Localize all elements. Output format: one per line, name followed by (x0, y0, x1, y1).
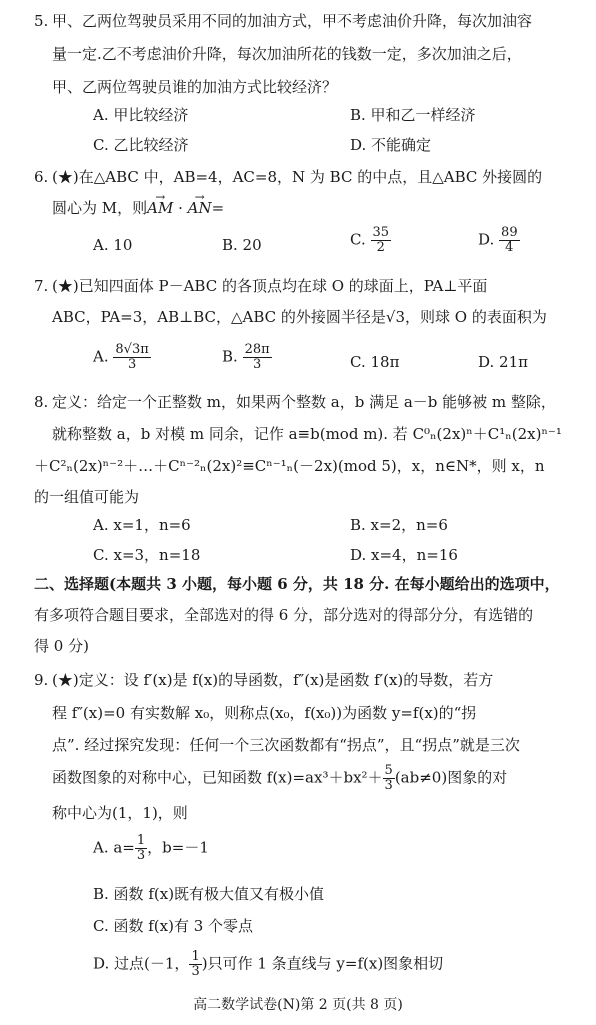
fraction-denominator: 3 (136, 848, 146, 863)
fraction-denominator: 3 (127, 357, 137, 372)
fraction-numerator: 35 (372, 225, 390, 240)
q6-line2-text: 圆心为 M，则 (52, 199, 148, 217)
q8-line1: 定义：给定一个正整数 m，如果两个整数 a，b 满足 a－b 能够被 m 整除， (52, 393, 556, 411)
fraction-numerator: 89 (501, 225, 518, 240)
fraction-numerator: 28π (244, 342, 270, 357)
fraction-numerator: 5 (384, 763, 393, 778)
q5-option-c: C. 乙比较经济 (93, 136, 189, 154)
q9-option-b: B. 函数 f(x)既有极大值又有极小值 (93, 885, 325, 903)
q7-option-b (222, 343, 272, 372)
q6-number: 6. (34, 168, 49, 186)
q5-number: 5. (34, 12, 49, 30)
q6-option-c-fraction (371, 226, 392, 255)
section-2-instructions-line3: 得 0 分) (34, 637, 89, 655)
fraction-denominator: 2 (376, 240, 385, 255)
q6-option-c (350, 226, 391, 255)
section-2-heading: 二、选择题(本题共 3 小题，每小题 6 分，共 18 分. 在每小题给出的选项中， (34, 575, 560, 593)
q7-option-b-label: B. (222, 347, 238, 366)
q6-option-c-label: C. (350, 230, 366, 249)
q6-option-b: B. 20 (222, 236, 262, 254)
q9-line4-text: 函数图象的对称中心，已知函数 f(x)=ax³＋bx²＋ (52, 768, 383, 787)
fraction-numerator: 1 (136, 833, 146, 848)
q7-line1: (★)已知四面体 P－ABC 的各顶点均在球 O 的球面上，PA⊥平面 (52, 277, 488, 295)
q8-option-d: D. x=4，n=16 (350, 546, 458, 564)
q7-option-c: C. 18π (350, 353, 400, 371)
q9-number: 9. (34, 671, 49, 689)
q6-option-d-fraction (499, 226, 520, 255)
q9-option-a (93, 834, 209, 863)
fraction-denominator: 3 (384, 778, 393, 793)
q9-option-a-text: A. a= (93, 838, 135, 857)
q7-option-a (93, 343, 151, 372)
fraction-denominator: 3 (252, 357, 262, 372)
q9-option-a-fraction (135, 834, 147, 863)
q9-line2: 程 f″(x)=0 有实数解 x₀，则称点(x₀，f(x₀))为函数 y=f(x)的“拐 (52, 704, 477, 722)
q9-option-d-fraction (189, 950, 201, 979)
q6-option-a: A. 10 (93, 236, 133, 254)
page-footer: 高二数学试卷(N)第 2 页(共 8 页) (193, 997, 403, 1013)
q9-option-d (93, 950, 443, 979)
q9-line3: 点”. 经过探究发现：任何一个三次函数都有“拐点”，且“拐点”就是三次 (52, 736, 520, 754)
q9-option-d-tail: )只可作 1 条直线与 y=f(x)图象相切 (201, 954, 444, 973)
q9-line4-tail: (ab≠0)图象的对 (394, 768, 508, 787)
q8-line4: 的一组值可能为 (34, 488, 140, 506)
q7-number: 7. (34, 277, 49, 295)
q5-line2: 量一定.乙不考虑油价升降，每次加油所花的钱数一定，多次加油之后， (52, 45, 522, 63)
section-2-instructions-line2: 有多项符合题目要求，全部选对的得 6 分，部分选对的得部分分，有选错的 (34, 606, 534, 624)
q8-option-b: B. x=2，n=6 (350, 516, 448, 534)
q9-line1: (★)定义：设 f′(x)是 f(x)的导函数，f″(x)是函数 f′(x)的导数，若方 (52, 671, 494, 689)
q9-option-c: C. 函数 f(x)有 3 个零点 (93, 917, 254, 935)
q7-option-d: D. 21π (478, 353, 528, 371)
q6-equals: = (211, 199, 225, 217)
q5-option-d: D. 不能确定 (350, 136, 432, 154)
q9-line4-fraction (383, 764, 395, 793)
q6-line2 (52, 197, 224, 219)
q6-dot: · (173, 199, 188, 217)
q5-option-a: A. 甲比较经济 (93, 106, 189, 124)
q8-option-a: A. x=1，n=6 (93, 516, 191, 534)
q8-number: 8. (34, 393, 49, 411)
q9-option-d-text: D. 过点(－1， (93, 954, 190, 973)
fraction-numerator: 8√3π (115, 342, 149, 357)
fraction-denominator: 4 (505, 240, 514, 255)
q7-option-b-fraction (243, 343, 272, 372)
vector-an: → AN (188, 197, 212, 219)
q6-option-d-label: D. (478, 230, 495, 249)
q8-option-c: C. x=3，n=18 (93, 546, 201, 564)
q9-option-a-tail: ，b=－1 (147, 838, 209, 857)
q9-line5: 称中心为(1，1)，则 (52, 804, 188, 822)
q8-line3: ＋C²ₙ(2x)ⁿ⁻²＋…＋Cⁿ⁻²ₙ(2x)²≡Cⁿ⁻¹ₙ(－2x)(mod 5)，x，n∈N*，则 x，n (34, 457, 545, 475)
q7-option-a-label: A. (93, 347, 109, 366)
q7-option-a-fraction (113, 343, 150, 372)
fraction-numerator: 1 (191, 949, 200, 964)
q5-line1: 甲、乙两位驾驶员采用不同的加油方式，甲不考虑油价升降，每次加油容 (52, 12, 533, 30)
fraction-denominator: 3 (191, 964, 200, 979)
q5-option-b: B. 甲和乙一样经济 (350, 106, 476, 124)
vector-am: → AM (147, 197, 173, 219)
q5-line3: 甲、乙两位驾驶员谁的加油方式比较经济？ (52, 78, 338, 96)
q7-line2: ABC，PA=3，AB⊥BC，△ABC 的外接圆半径是√3，则球 O 的表面积为 (52, 308, 547, 326)
q8-line2: 就称整数 a，b 对模 m 同余，记作 a≡b(mod m). 若 C⁰ₙ(2x)ⁿ＋C¹ₙ(2x)ⁿ⁻¹ (52, 425, 562, 443)
q6-option-d (478, 226, 520, 255)
q9-line4 (52, 764, 507, 793)
q6-line1: (★)在△ABC 中，AB=4，AC=8，N 为 BC 的中点，且△ABC 外接圆的 (52, 168, 543, 186)
